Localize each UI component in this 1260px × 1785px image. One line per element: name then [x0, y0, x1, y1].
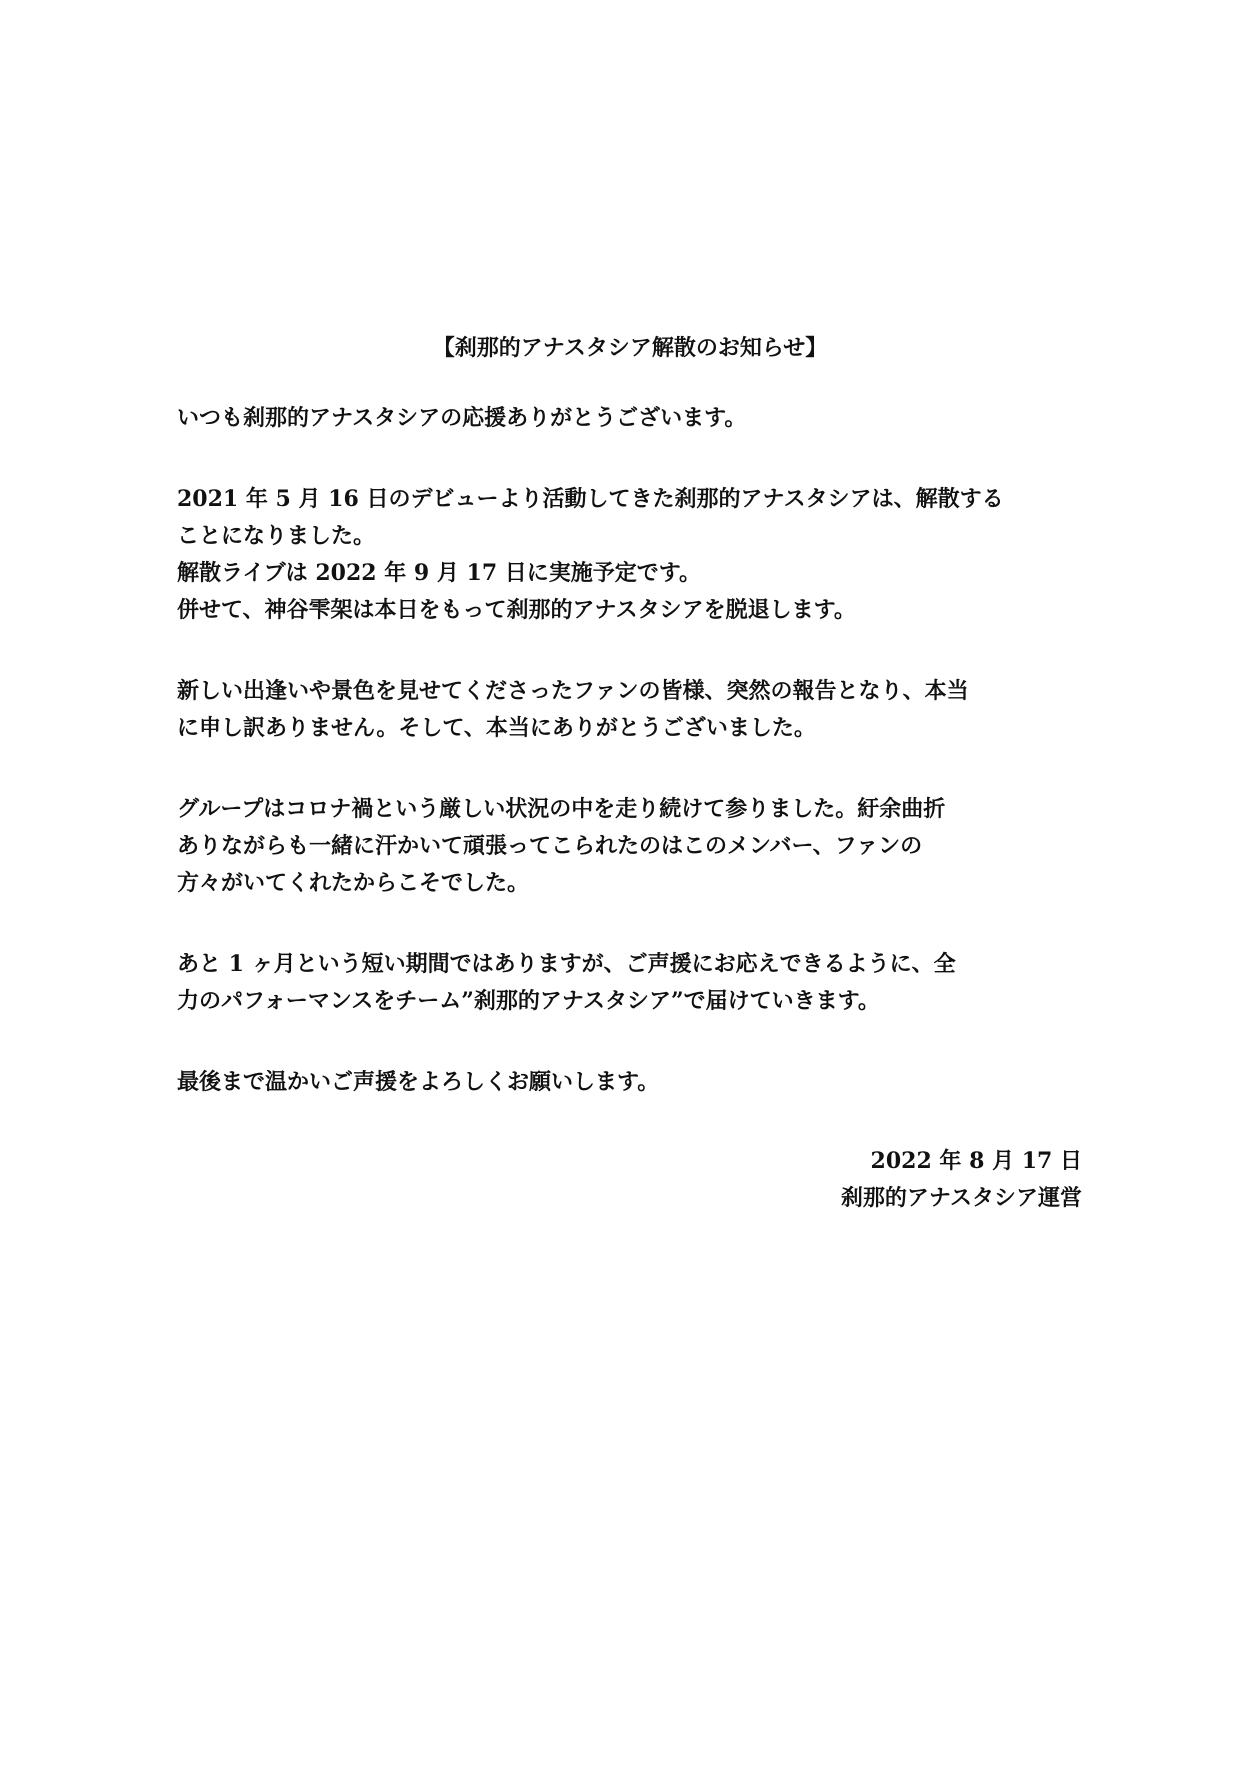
paragraph-4-line-1: あと 1 ヶ月という短い期間ではありますが、ご声援にお応えできるように、全: [177, 951, 956, 977]
paragraph-1-line-2: ことになりました。: [177, 523, 376, 549]
paragraph-1-line-4: 併せて、神谷雫架は本日をもって刹那的アナスタシアを脱退します。: [177, 597, 856, 623]
greeting-line: いつも刹那的アナスタシアの応援ありがとうございます。: [177, 405, 747, 431]
paragraph-3-line-1: グループはコロナ禍という厳しい状況の中を走り続けて参りました。紆余曲折: [177, 796, 946, 822]
paragraph-1-line-3: 解散ライブは 2022 年 9 月 17 日に実施予定です。: [177, 560, 702, 586]
closing-line: 最後まで温かいご声援をよろしくお願いします。: [177, 1069, 660, 1095]
notice-date: 2022 年 8 月 17 日: [870, 1148, 1082, 1174]
paragraph-3-line-3: 方々がいてくれたからこそでした。: [177, 870, 530, 896]
paragraph-1-line-1: 2021 年 5 月 16 日のデビューより活動してきた刹那的アナスタシアは、解散する: [177, 486, 1004, 512]
notice-title: 【刹那的アナスタシア解散のお知らせ】: [432, 335, 828, 361]
notice-signature: 刹那的アナスタシア運営: [840, 1185, 1082, 1211]
paragraph-3-line-2: ありながらも一緒に汗かいて頑張ってこられたのはこのメンバー、ファンの: [177, 833, 923, 859]
paragraph-2-line-1: 新しい出逢いや景色を見せてくださったファンの皆様、突然の報告となり、本当: [177, 678, 969, 704]
paragraph-2-line-2: に申し訳ありません。そして、本当にありがとうございました。: [177, 715, 816, 741]
paragraph-4-line-2: 力のパフォーマンスをチーム”刹那的アナスタシア”で届けていきます。: [177, 988, 880, 1014]
